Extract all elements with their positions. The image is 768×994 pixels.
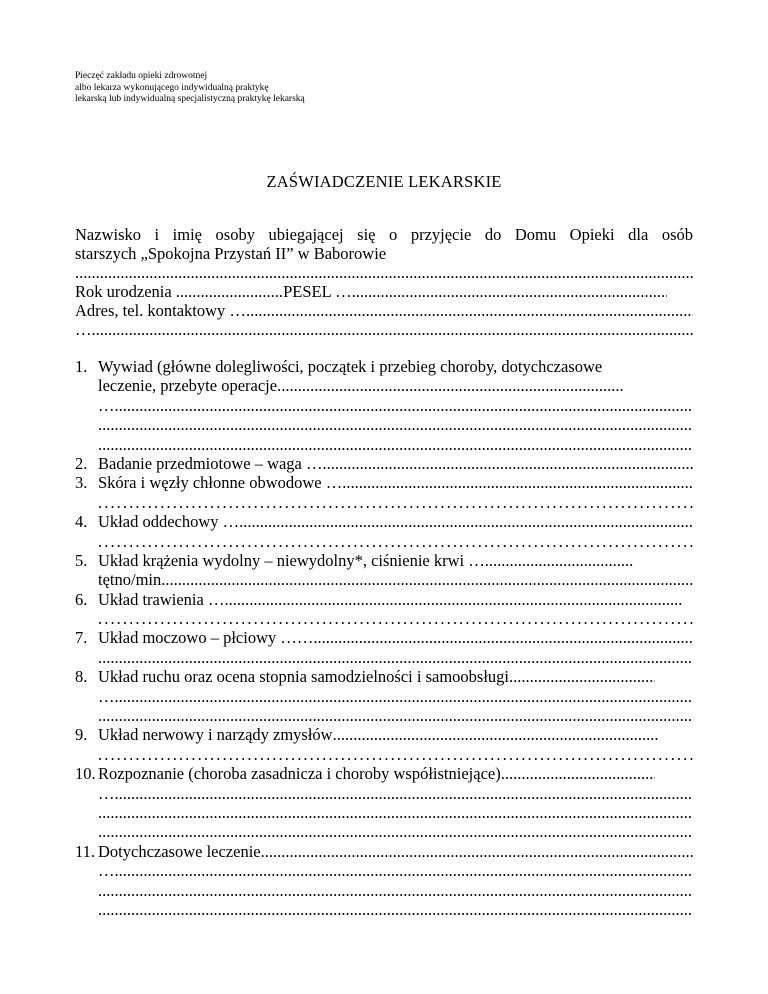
section-digestive [75, 590, 693, 629]
birth-year-label: Rok urodzenia .......................... [75, 282, 284, 301]
answer-field[interactable] [98, 609, 693, 628]
section-skin-lymph [75, 473, 693, 512]
section-number: 9. [75, 725, 88, 745]
answer-field[interactable] [98, 706, 693, 725]
section-label: leczenie, przebyte operacje [98, 376, 278, 396]
section-label: Wywiad (główne dolegliwości, początek i przebieg choroby, dotychczasowe [98, 357, 603, 376]
section-label: Układ nerwowy i narządy zmysłów [98, 725, 333, 745]
section-physical-exam [75, 454, 693, 473]
section-label: Układ moczowo – płciowy …… [98, 628, 314, 648]
answer-field[interactable] [98, 396, 693, 415]
section-history [75, 357, 693, 454]
answer-field[interactable] [98, 900, 693, 919]
answer-field[interactable] [277, 376, 624, 395]
section-number: 3. [75, 473, 88, 493]
section-urogenital [75, 628, 693, 667]
section-number: 7. [75, 628, 88, 648]
section-label: Układ ruchu oraz ocena stopnia samodzielności i samoobsługi [98, 667, 510, 687]
ellipsis: … [98, 861, 115, 881]
answer-field[interactable] [98, 532, 693, 551]
pesel-field[interactable] [352, 282, 667, 301]
section-label: Układ krążenia wydolny – niewydolny*, ciśnienie krwi … [98, 550, 485, 570]
answer-field[interactable] [98, 784, 693, 803]
section-current-treatment [75, 842, 693, 920]
section-number: 11. [75, 841, 96, 861]
answer-field[interactable] [98, 861, 693, 880]
answer-field[interactable] [313, 628, 693, 647]
answer-field[interactable] [98, 803, 693, 822]
stamp-line: lekarską lub indywidualną specjalistyczną praktykę lekarską [75, 94, 305, 104]
address-row [75, 301, 693, 320]
section-nervous-senses [75, 725, 693, 764]
pulse-label: tętno/min [98, 570, 162, 590]
ellipsis: … [75, 320, 92, 339]
answer-field[interactable] [98, 493, 693, 512]
stamp-line: Pieczęć zakładu opieki zdrowotnej [75, 71, 208, 81]
birth-pesel-row [75, 282, 693, 301]
answer-field[interactable] [161, 570, 693, 589]
institution-stamp-area [75, 71, 305, 106]
section-label: Układ trawienia … [98, 589, 225, 609]
answer-field[interactable] [509, 667, 655, 686]
applicant-details [75, 225, 693, 339]
document-title: ZAŚWIADCZENIE LEKARSKIE [266, 172, 502, 191]
section-number: 6. [75, 589, 88, 609]
answer-field[interactable] [98, 415, 693, 434]
section-respiratory [75, 512, 693, 551]
answer-field[interactable] [98, 822, 693, 841]
section-label: Dotychczasowe leczenie [98, 841, 261, 861]
answer-field[interactable] [98, 881, 693, 900]
ellipsis: … [98, 783, 115, 803]
section-number: 8. [75, 667, 88, 687]
ellipsis: … [98, 395, 115, 415]
applicant-name-prompt-cont: starszych „Spokojna Przystań II” w Baborowie [75, 244, 387, 263]
pesel-label: PESEL … [283, 282, 352, 301]
section-number: 1. [75, 357, 88, 376]
answer-field[interactable] [98, 435, 693, 454]
answer-field[interactable] [98, 648, 693, 667]
answer-field[interactable] [261, 842, 693, 861]
examination-sections [75, 357, 693, 919]
ellipsis: … [98, 686, 115, 706]
section-number: 5. [75, 550, 88, 570]
answer-field[interactable] [239, 512, 693, 531]
address-field[interactable] [246, 301, 693, 320]
answer-field[interactable] [98, 687, 693, 706]
section-label: Układ oddechowy … [98, 512, 240, 532]
section-number: 10. [75, 764, 96, 784]
section-label: Skóra i węzły chłonne obwodowe … [98, 473, 343, 493]
applicant-name-field[interactable] [75, 263, 693, 282]
stamp-line: albo lekarza wykonującego indywidualną praktykę [75, 82, 269, 93]
answer-field[interactable] [342, 473, 693, 492]
applicant-name-prompt: Nazwisko i imię osoby ubiegającej się o przyjęcie do Domu Opieki dla osób [75, 225, 693, 244]
answer-field[interactable] [98, 745, 693, 764]
answer-field[interactable] [323, 454, 693, 473]
section-musculoskeletal [75, 667, 693, 725]
section-diagnosis [75, 764, 693, 842]
answer-field[interactable] [485, 551, 633, 570]
answer-field[interactable] [501, 764, 655, 783]
section-circulatory [75, 551, 693, 590]
section-label: Badanie przedmiotowe – waga … [98, 453, 323, 473]
address-field-cont[interactable] [75, 320, 693, 339]
section-label-cont [98, 376, 693, 395]
answer-field[interactable] [224, 590, 682, 609]
address-label: Adres, tel. kontaktowy … [75, 301, 246, 320]
section-label: Rozpoznanie (choroba zasadnicza i choroby współistniejące) [98, 764, 501, 784]
answer-field[interactable] [333, 725, 658, 744]
section-number: 4. [75, 512, 88, 532]
section-number: 2. [75, 453, 88, 473]
